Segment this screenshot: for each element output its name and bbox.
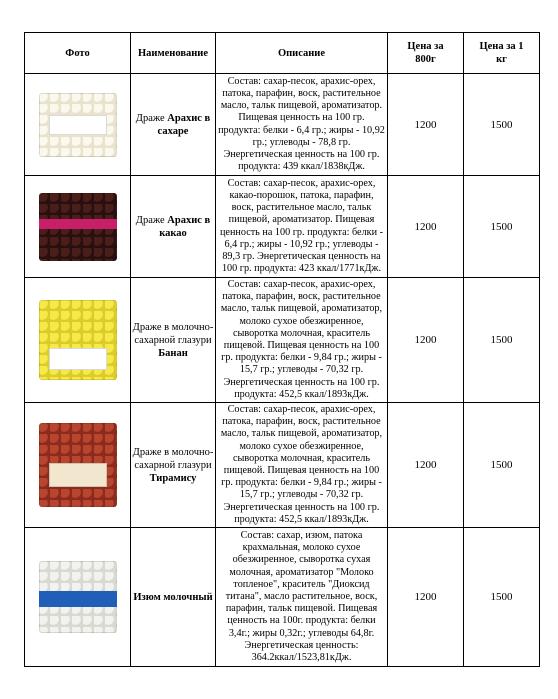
product-photo [39, 93, 117, 157]
product-photo [39, 423, 117, 507]
product-name: Изюм молочный [131, 528, 216, 667]
price-table [24, 32, 540, 667]
product-name: Драже Арахис в какао [131, 176, 216, 278]
price-1kg: 1500 [464, 278, 540, 403]
price-1kg: 1500 [464, 176, 540, 278]
header-description: Описание [216, 33, 388, 74]
header-price-800g: Цена за 800г [388, 33, 464, 74]
package-label [49, 348, 107, 370]
header-photo: Фото [25, 33, 131, 74]
table-row [25, 176, 540, 278]
product-description: Состав: сахар-песок, арахис-орех, патока, парафин, воск, растительное масло, тальк пищевой, ароматизатор, молоко сухое обезжиренное, сыворотка молочная, краситель пищевой. Пищевая ценность на 100 гр. продукта: белки - 9,84 гр.; жиры - 15,7 гр.; углеводы - 70,32 гр. Энергетическая ценность на 100 гр. продукта: 452,5 ккал/1893кДж. [216, 403, 388, 528]
table-row [25, 74, 540, 176]
package-stripe [39, 591, 117, 607]
price-800g: 1200 [388, 403, 464, 528]
product-description: Состав: сахар-песок, арахис-орех, патока, парафин, воск, растительное масло, тальк пищевой, ароматизатор, молоко сухое обезжиренное, сыворотка молочная, краситель пищевой. Пищевая ценность на 100 гр. продукта: белки - 9,84 гр.; жиры - 15,7 гр.; углеводы - 70,32 гр. Энергетическая ценность на 100 гр. продукта: 452,5 ккал/1893кДж. [216, 278, 388, 403]
product-name: Драже в молочно-сахарной глазури Тирамису [131, 403, 216, 528]
product-photo [39, 561, 117, 633]
price-800g: 1200 [388, 74, 464, 176]
header-name: Наименование [131, 33, 216, 74]
photo-cell [25, 74, 131, 176]
price-800g: 1200 [388, 176, 464, 278]
header-row [25, 33, 540, 74]
product-description: Состав: сахар, изюм, патока крахмальная, молоко сухое обезжиренное, сыворотка сухая молочная, ароматизатор "Молоко топленое", краситель "Диоксид титана", масло растительное, воск, парафин, тальк пищевой. Пищевая ценность на 100г. продукта: белки 3,4г.; жиры 0,32г.; углеводы 64,8г. Энергетическая ценность: 364.2ккал/1523,81кДж. [216, 528, 388, 667]
product-photo [39, 300, 117, 380]
table-row [25, 403, 540, 528]
product-description: Состав: сахар-песок, арахис-орех, патока, парафин, воск, растительное масло, тальк пищевой, ароматизатор. Пищевая ценность на 100 гр. продукта: белки - 6,4 гр.; жиры - 10,92 гр.; углеводы - 78,8 гр. Энергетическая ценность на 100 гр. продукта: 439 ккал/1838кДж. [216, 74, 388, 176]
photo-cell [25, 278, 131, 403]
header-price-1kg: Цена за 1 кг [464, 33, 540, 74]
price-1kg: 1500 [464, 74, 540, 176]
package-label [49, 115, 107, 135]
price-800g: 1200 [388, 278, 464, 403]
photo-cell [25, 528, 131, 667]
table-row [25, 278, 540, 403]
price-1kg: 1500 [464, 403, 540, 528]
package-label [49, 463, 107, 487]
photo-cell [25, 176, 131, 278]
price-1kg: 1500 [464, 528, 540, 667]
table-row [25, 528, 540, 667]
package-stripe [39, 219, 117, 229]
product-name: Драже в молочно-сахарной глазури Банан [131, 278, 216, 403]
product-photo [39, 193, 117, 261]
product-description: Состав: сахар-песок, арахис-орех, какао-порошок, патока, парафин, воск, растительное масло, тальк пищевой, ароматизатор. Пищевая ценность на 100 гр. продукта: белки - 6,4 гр.; жиры - 10,92 гр.; углеводы - 89,3 гр. Энергетическая ценность на 100 гр. продукта: 423 ккал/1771кДж. [216, 176, 388, 278]
product-name: Драже Арахис в сахаре [131, 74, 216, 176]
photo-cell [25, 403, 131, 528]
price-800g: 1200 [388, 528, 464, 667]
